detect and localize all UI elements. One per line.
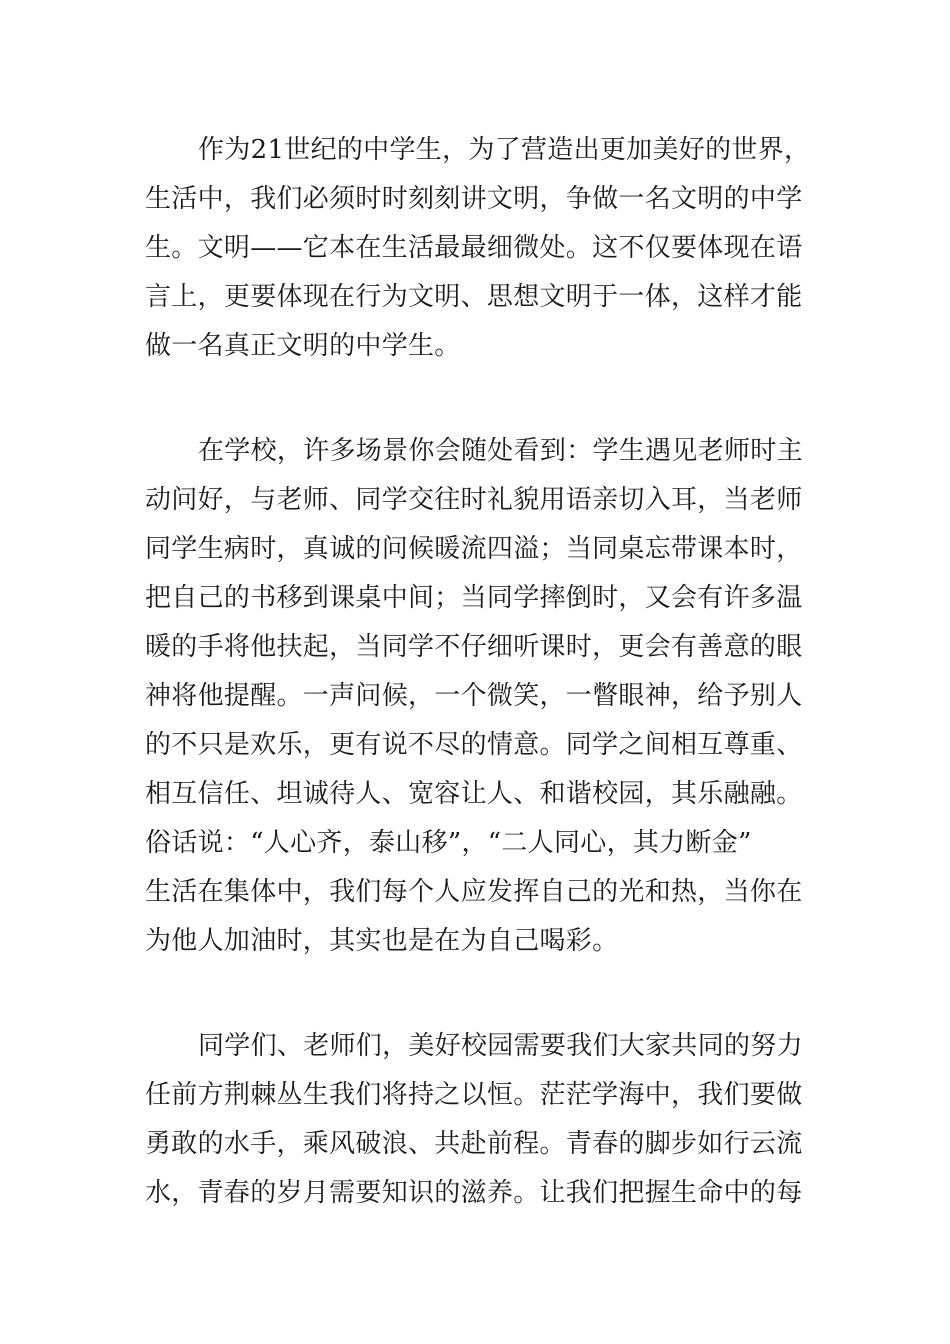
paragraph-line: 暖的手将他扶起，当同学不仔细听课时，更会有善意的眼: [145, 632, 803, 662]
paragraph-line: 言上，更要体现在行为文明、思想文明于一体，这样才能: [145, 282, 803, 312]
paragraph-3: [145, 1022, 810, 1218]
paragraph-line: 的不只是欢乐，更有说不尽的情意。同学之间相互尊重、: [145, 730, 803, 760]
paragraph-line: 勇敢的水手，乘风破浪、共赴前程。青春的脚步如行云流: [145, 1129, 803, 1159]
paragraph-line: 生活在集体中，我们每个人应发挥自己的光和热，当你在: [145, 877, 803, 907]
paragraph-line: 任前方荆棘丛生我们将持之以恒。茫茫学海中，我们要做: [145, 1080, 803, 1110]
document-body: [145, 126, 810, 1218]
paragraph-line: 为他人加油时，其实也是在为自己喝彩。: [145, 926, 619, 956]
paragraph-line: 俗话说：“人心齐，泰山移”，“二人同心，其力断金”: [145, 828, 752, 858]
paragraph-line: 生。文明——它本在生活最最细微处。这不仅要体现在语: [145, 233, 803, 263]
paragraph-line: 同学生病时，真诚的问候暖流四溢；当同桌忘带课本时，: [145, 534, 803, 564]
paragraph-line: 水，青春的岁月需要知识的滋养。让我们把握生命中的每: [145, 1178, 803, 1208]
paragraph-2: [145, 427, 810, 966]
paragraph-line: 在学校，许多场景你会随处看到：学生遇见老师时主: [198, 436, 803, 466]
paragraph-line: 把自己的书移到课桌中间；当同学摔倒时，又会有许多温: [145, 583, 803, 613]
paragraph-line: 动问好，与老师、同学交往时礼貌用语亲切入耳，当老师: [145, 485, 803, 515]
paragraph-spacer: [145, 966, 810, 1022]
paragraph-line: 做一名真正文明的中学生。: [145, 331, 461, 361]
paragraph-line: 神将他提醒。一声问候，一个微笑，一瞥眼神，给予别人: [145, 681, 803, 711]
paragraph-1: [145, 126, 810, 371]
paragraph-line: 相互信任、坦诚待人、宽容让人、和谐校园，其乐融融。: [145, 779, 803, 809]
paragraph-line: 作为21世纪的中学生，为了营造出更加美好的世界，: [198, 135, 811, 165]
paragraph-line: 同学们、老师们，美好校园需要我们大家共同的努力: [198, 1031, 803, 1061]
paragraph-line: 生活中，我们必须时时刻刻讲文明，争做一名文明的中学: [145, 184, 803, 214]
paragraph-spacer: [145, 371, 810, 427]
